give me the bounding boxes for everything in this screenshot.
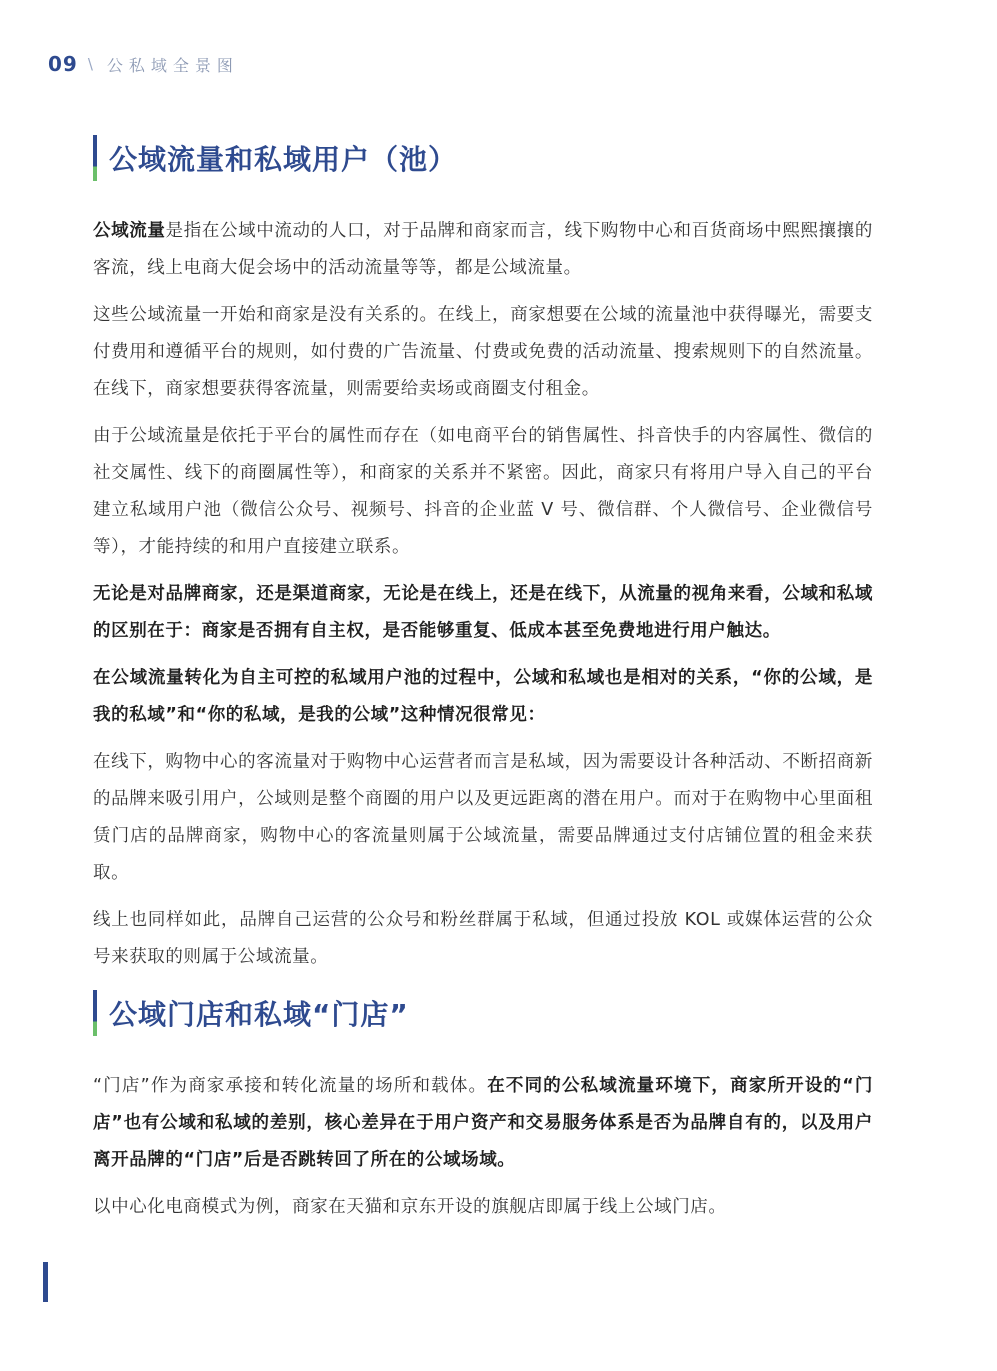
section2-heading xyxy=(93,990,873,1036)
section-stores xyxy=(93,990,873,1226)
heading-accent-bar xyxy=(93,990,97,1036)
paragraph-5: 在公域流量转化为自主可控的私域用户池的过程中，公域和私域也是相对的关系，“你的公域，是我的私域”和“你的私域，是我的公域”这种情况很常见： xyxy=(93,668,873,725)
paragraph-6: 在线下，购物中心的客流量对于购物中心运营者而言是私域，因为需要设计各种活动、不断招商新的品牌来吸引用户，公域则是整个商圈的用户以及更远距离的潜在用户。而对于在购物中心里面租赁门店的品牌商家，购物中心的客流量则属于公域流量，需要品牌通过支付店铺位置的租金来获取。 xyxy=(93,752,873,883)
header-section-label: 公私域全景图 xyxy=(106,55,239,75)
paragraph-7: 线上也同样如此，品牌自己运营的公众号和粉丝群属于私域，但通过投放 KOL 或媒体运营的公众号来获取的则属于公域流量。 xyxy=(93,910,873,967)
section-public-traffic xyxy=(93,135,873,976)
paragraph-2: 这些公域流量一开始和商家是没有关系的。在线上，商家想要在公域的流量池中获得曝光，需要支付费用和遵循平台的规则，如付费的广告流量、付费或免费的活动流量、搜索规则下的自然流量。在线下，商家想要获得客流量，则需要给卖场或商圈支付租金。 xyxy=(93,305,873,399)
paragraph-8-text: “门店”作为商家承接和转化流量的场所和载体。 xyxy=(93,1076,488,1096)
section1-title: 公域流量和私域用户（池） xyxy=(109,143,458,176)
paragraph-8-bold: 在不同的公私域流量环境下，商家所开设的“门店”也有公域和私域的差别，核心差异在于用户资产和交易服务体系是否为品牌自有的，以及用户离开品牌的“门店”后是否跳转回了所在的公域场域。 xyxy=(93,1076,873,1170)
term-public-traffic: 公域流量 xyxy=(93,221,166,241)
heading-accent-bar xyxy=(93,135,97,181)
paragraph-1-text: 是指在公域中流动的人口，对于品牌和商家而言，线下购物中心和百货商场中熙熙攘攘的客流，线上电商大促会场中的活动流量等等，都是公域流量。 xyxy=(93,221,873,278)
header-separator: \ xyxy=(87,55,93,73)
section2-title: 公域门店和私域“门店” xyxy=(109,998,409,1031)
paragraph-9: 以中心化电商模式为例，商家在天猫和京东开设的旗舰店即属于线上公域门店。 xyxy=(93,1197,727,1217)
footer-accent-bar xyxy=(43,1262,48,1302)
paragraph-3: 由于公域流量是依托于平台的属性而存在（如电商平台的销售属性、抖音快手的内容属性、微信的社交属性、线下的商圈属性等），和商家的关系并不紧密。因此，商家只有将用户导入自己的平台建立私域用户池（微信公众号、视频号、抖音的企业蓝 V 号、微信群、个人微信号、企业微信号等），才能持续的和用户直接建立联系。 xyxy=(93,426,873,557)
page-header xyxy=(48,52,239,76)
paragraph-1 xyxy=(93,213,873,287)
paragraph-8 xyxy=(93,1068,873,1179)
page-number: 09 xyxy=(48,52,78,76)
section1-heading xyxy=(93,135,873,181)
paragraph-4: 无论是对品牌商家，还是渠道商家，无论是在线上，还是在线下，从流量的视角来看，公域和私域的区别在于：商家是否拥有自主权，是否能够重复、低成本甚至免费地进行用户触达。 xyxy=(93,584,873,641)
